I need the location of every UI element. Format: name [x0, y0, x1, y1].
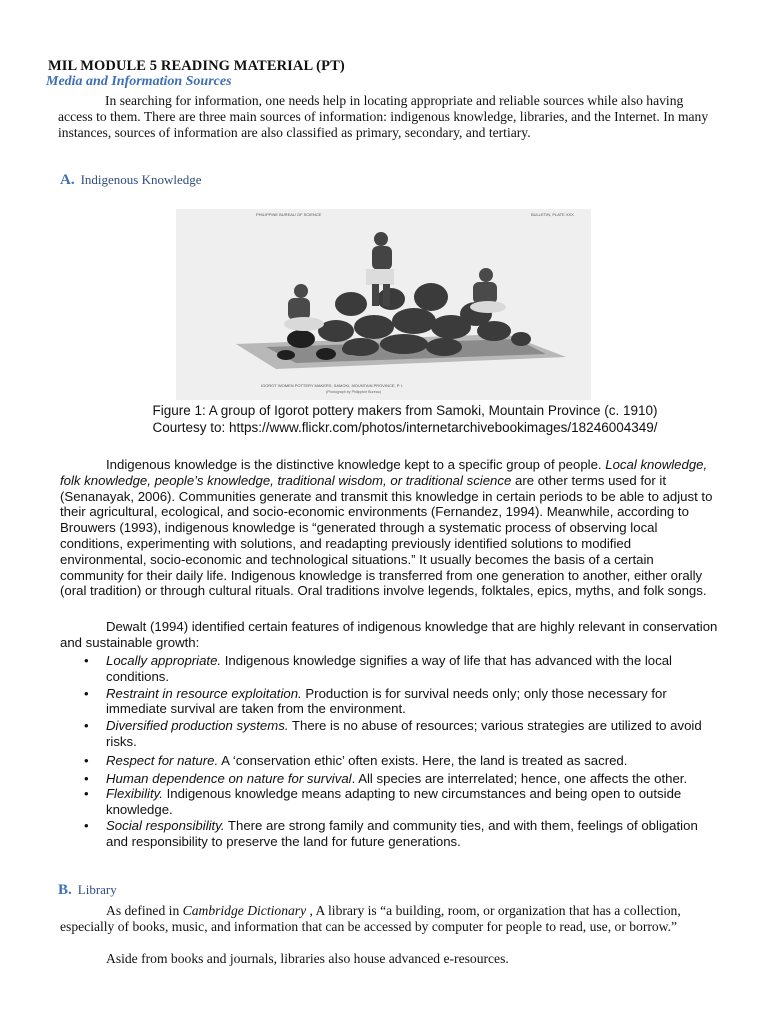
bullet-term: Locally appropriate. — [106, 653, 222, 668]
dewalt-paragraph — [60, 619, 720, 651]
bullet-term: Flexibility. — [106, 786, 163, 802]
figure-caption: Figure 1: A group of Igorot pottery makers from Samoki, Mountain Province (c. 1910) — [152, 403, 658, 418]
section-a-letter: A. — [60, 172, 75, 188]
bullet-text: Production is for survival needs only; only those necessary for immediate survival are taken from the environment. — [106, 685, 667, 717]
bullet-glyph: • — [84, 770, 89, 786]
photo-illustration — [176, 209, 591, 400]
bullet-glyph: • — [84, 786, 89, 802]
library-definition-paragraph — [60, 903, 720, 935]
section-a-heading — [60, 172, 202, 189]
library-paragraph-rest: , A library is “a building, room, or organization that has a collection, especially of books, music, and information that can be accessed by computer for people to read, use, or borrow.” — [60, 903, 681, 934]
ik-paragraph-rest: are other terms used for it (Senanayak, 2006). Communities generate and transmit this knowledge in certain periods to be able to adjust to their agricultural, ecological, and socio-economic environments (Fernandez, 1994). Meanwhile, according to Brouwers (1993), indigenous knowledge is “generated through a systematic process of observing local conditions, experimenting with solutions, and readapting previously identified solutions to modified environmental, socio-economic and technological situations.” It usually becomes the basis of a certain community for their daily life. Indigenous knowledge is transferred from one generation to another, either orally (oral tradition) or through cultural rituals. Oral traditions involve legends, folktales, epics, myths, and folk songs. — [60, 472, 713, 599]
dewalt-paragraph-text: Dewalt (1994) identified certain features of indigenous knowledge that are highly relevant in conservation and sustainable growth: — [60, 619, 718, 650]
bullet-text: Indigenous knowledge means adapting to new circumstances and being open to outside knowledge. — [106, 786, 682, 818]
photo-caption-line1: IGOROT WOMEN POTTERY MAKERS, SAMOKI, MOUNTAIN PROVINCE, P. I. — [261, 383, 404, 388]
bullet-glyph: • — [84, 685, 89, 701]
bullet-text: Indigenous knowledge signifies a way of life that has advanced with the local conditions. — [106, 653, 672, 684]
bullet-glyph: • — [84, 718, 89, 734]
library-resources-text: Aside from books and journals, libraries also house advanced e-resources. — [106, 951, 509, 966]
library-paragraph-italic: Cambridge Dictionary — [182, 903, 307, 918]
bullet-glyph: • — [84, 817, 89, 833]
list-item — [60, 686, 720, 718]
bullet-text: A ‘conservation ethic’ often exists. Here, the land is treated as sacred. — [218, 752, 628, 768]
bullet-glyph: • — [84, 653, 89, 668]
list-item — [60, 818, 720, 850]
pottery-makers-photo — [176, 209, 591, 400]
section-b-letter: B. — [58, 882, 72, 898]
list-item — [60, 653, 720, 685]
section-a-title: Indigenous Knowledge — [80, 172, 202, 187]
bullet-term: Human dependence on nature for survival — [106, 770, 352, 786]
list-item — [60, 771, 720, 787]
photo-header-right: BULLETIN, PLATE XXX — [531, 212, 574, 217]
figure-caption-block — [60, 402, 750, 436]
photo-caption-line2: (Photograph by Philippine Bureau) — [326, 390, 381, 394]
bullet-term: Respect for nature. — [106, 752, 219, 768]
figure-credit: Courtesy to: https://www.flickr.com/photos/internetarchivebookimages/18246004349/ — [152, 420, 658, 435]
bullet-glyph: • — [84, 752, 89, 768]
intro-paragraph: In searching for information, one needs help in locating appropriate and reliable sources while also having access to them. There are three main sources of information: indigenous knowledge, libraries, and the Internet. In many instances, sources of information are also classified as primary, secondary, and tertiary. — [58, 93, 709, 140]
document-subtitle: Media and Information Sources — [46, 74, 232, 89]
ik-paragraph-start: Indigenous knowledge is the distinctive knowledge kept to a specific group of people. — [106, 457, 606, 472]
list-item — [60, 718, 720, 750]
list-item — [60, 786, 720, 818]
bullet-text: . All species are interrelated; hence, one affects the other. — [351, 770, 688, 786]
bullet-term: Diversified production systems. — [106, 718, 289, 734]
bullet-text: There are strong family and community ties, and with them, feelings of obligation and responsibility to preserve the land for future generations. — [106, 817, 698, 849]
section-b-title: Library — [77, 882, 117, 897]
bullet-text: There is no abuse of resources; various strategies are utilized to avoid risks. — [106, 718, 702, 749]
ik-paragraph-italic: Local knowledge, folk knowledge, people’s knowledge, traditional wisdom, or traditional science — [60, 457, 708, 488]
list-item — [60, 753, 720, 769]
bullet-term: Social responsibility. — [106, 817, 225, 833]
indigenous-knowledge-paragraph — [60, 457, 720, 599]
features-list — [60, 653, 720, 850]
section-b-heading — [58, 882, 117, 899]
library-resources-paragraph — [60, 951, 720, 967]
photo-header-left: PHILIPPINE BUREAU OF SCIENCE — [256, 212, 322, 217]
bullet-term: Restraint in resource exploitation. — [106, 685, 302, 701]
document-title: MIL MODULE 5 READING MATERIAL (PT) — [48, 58, 345, 74]
library-paragraph-start: As defined in — [106, 903, 183, 918]
